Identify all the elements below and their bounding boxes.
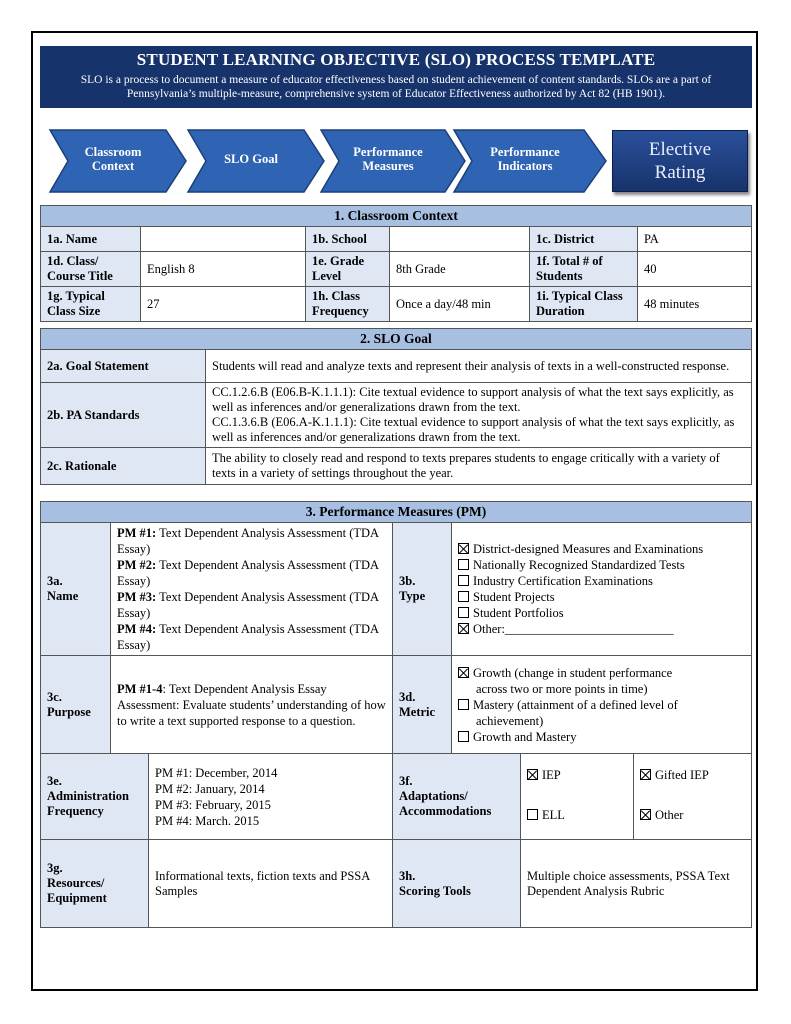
scoring-tools-label: 3h. Scoring Tools	[393, 840, 521, 928]
class-duration-label: 1i. Typical Class Duration	[530, 287, 638, 322]
step-performance-measures	[319, 128, 467, 194]
checkbox-icon[interactable]	[458, 575, 469, 586]
purpose-label: 3c. Purpose	[41, 656, 111, 754]
rating-label: Elective	[648, 139, 712, 160]
rationale-label: 2c. Rationale	[41, 448, 206, 485]
checkbox-checked-icon[interactable]	[458, 543, 469, 554]
adaptation-option: Gifted IEP	[640, 768, 745, 808]
standard-item: CC.1.2.6.B (E06.B-K.1.1.1): Cite textual evidence to support analysis of what the text says explicitly, as well as inferences and/or generalizations drawn from the text.	[212, 385, 734, 414]
slo-goal-table	[40, 328, 752, 485]
pm-item: PM #1: Text Dependent Analysis Assessment (TDA Essay)	[117, 526, 379, 556]
checkbox-checked-icon[interactable]	[640, 809, 651, 820]
checkbox-icon[interactable]	[527, 809, 538, 820]
step-performance-indicators	[452, 128, 608, 194]
name-label: 1a. Name	[41, 227, 141, 252]
step-label: Classroom	[84, 145, 142, 159]
page-title: STUDENT LEARNING OBJECTIVE (SLO) PROCESS TEMPLATE	[136, 50, 656, 69]
pm-item: PM #2: Text Dependent Analysis Assessment (TDA Essay)	[117, 558, 379, 588]
name-value	[141, 227, 306, 252]
resources-label: 3g. Resources/ Equipment	[41, 840, 149, 928]
step-label: SLO Goal	[224, 152, 278, 166]
rating-label: Rating	[654, 162, 706, 183]
class-size-label: 1g. Typical Class Size	[41, 287, 141, 322]
checkbox-checked-icon[interactable]	[640, 769, 651, 780]
checkbox-icon[interactable]	[458, 731, 469, 742]
school-value	[390, 227, 530, 252]
type-options	[452, 523, 752, 656]
metric-option: Mastery (attainment of a defined level of achievement)	[458, 697, 745, 729]
checkbox-checked-icon[interactable]	[458, 623, 469, 634]
section-header: 2. SLO Goal	[41, 329, 752, 350]
measure-names	[111, 523, 393, 656]
standard-item: CC.1.3.6.B (E06.A-K.1.1.1): Cite textual evidence to support analysis of what the text says explicitly, as well as inferences and/or generalizations drawn from the text.	[212, 415, 735, 444]
type-option: Student Portfolios	[458, 605, 745, 621]
adaptation-options-right	[634, 754, 752, 840]
class-size-value: 27	[141, 287, 306, 322]
administration-frequency-label: 3e. Administration Frequency	[41, 754, 149, 840]
class-frequency-value: Once a day/48 min	[390, 287, 530, 322]
class-frequency-label: 1h. Class Frequency	[306, 287, 390, 322]
checkbox-checked-icon[interactable]	[458, 667, 469, 678]
class-label: 1d. Class/ Course Title	[41, 252, 141, 287]
checkbox-icon[interactable]	[458, 607, 469, 618]
title-banner	[40, 46, 752, 108]
metric-options	[452, 656, 752, 754]
grade-label: 1e. Grade Level	[306, 252, 390, 287]
district-label: 1c. District	[530, 227, 638, 252]
adaptation-option: ELL	[527, 808, 627, 823]
district-value: PA	[638, 227, 752, 252]
administration-dates: PM #1: December, 2014 PM #2: January, 2014 PM #3: February, 2015 PM #4: March. 2015	[149, 754, 393, 840]
step-label: Measures	[362, 159, 414, 173]
step-slo-goal	[186, 128, 326, 194]
total-students-value: 40	[638, 252, 752, 287]
school-label: 1b. School	[306, 227, 390, 252]
pa-standards-value	[206, 383, 752, 448]
step-label: Performance	[490, 145, 560, 159]
page-subtitle: SLO is a process to document a measure of educator effectiveness based on student achievement of content standards. SLOs are a part of Pennsylvania’s multiple-measure, comprehensive system of Educator Effectiveness authorized by Act 82 (HB 1901).	[80, 74, 712, 100]
checkbox-icon[interactable]	[458, 591, 469, 602]
pm-item: PM #3: Text Dependent Analysis Assessment (TDA Essay)	[117, 590, 379, 620]
performance-measures-table	[40, 501, 752, 928]
type-label: 3b. Type	[393, 523, 452, 656]
elective-rating-box	[612, 130, 748, 192]
grade-value: 8th Grade	[390, 252, 530, 287]
total-students-label: 1f. Total # of Students	[530, 252, 638, 287]
metric-option: Growth (change in student performance across two or more points in time)	[458, 665, 745, 697]
step-label: Context	[91, 159, 135, 173]
pa-standards-label: 2b. PA Standards	[41, 383, 206, 448]
scoring-tools-value: Multiple choice assessments, PSSA Text Dependent Analysis Rubric	[521, 840, 752, 928]
adaptation-option: Other	[640, 808, 745, 823]
goal-statement-label: 2a. Goal Statement	[41, 350, 206, 383]
checkbox-icon[interactable]	[458, 699, 469, 710]
pm-item: PM #4: Text Dependent Analysis Assessment (TDA Essay)	[117, 622, 379, 652]
section-header: 1. Classroom Context	[41, 206, 752, 227]
section-header: 3. Performance Measures (PM)	[41, 502, 752, 523]
type-option: District-designed Measures and Examinations	[458, 541, 745, 557]
type-option: Other:___________________________	[458, 621, 745, 637]
goal-statement-value: Students will read and analyze texts and represent their analysis of texts in a well-constructed response.	[206, 350, 752, 383]
adaptations-label: 3f. Adaptations/ Accommodations	[393, 754, 521, 840]
type-option: Student Projects	[458, 589, 745, 605]
metric-option: Growth and Mastery	[458, 729, 745, 745]
step-classroom-context	[48, 128, 188, 194]
rationale-value: The ability to closely read and respond to texts prepares students to engage critically with a variety of texts in a variety of settings throughout the year.	[206, 448, 752, 485]
type-option: Nationally Recognized Standardized Tests	[458, 557, 745, 573]
class-duration-value: 48 minutes	[638, 287, 752, 322]
purpose-value: PM #1-4: Text Dependent Analysis Essay Assessment: Evaluate students’ understanding of how to write a text supported response to a question.	[111, 656, 393, 754]
resources-value: Informational texts, fiction texts and PSSA Samples	[149, 840, 393, 928]
step-label: Indicators	[497, 159, 553, 173]
step-label: Performance	[353, 145, 423, 159]
type-option: Industry Certification Examinations	[458, 573, 745, 589]
adaptation-options-left	[521, 754, 634, 840]
checkbox-checked-icon[interactable]	[527, 769, 538, 780]
classroom-context-table	[40, 205, 752, 322]
name-label: 3a. Name	[41, 523, 111, 656]
checkbox-icon[interactable]	[458, 559, 469, 570]
class-value: English 8	[141, 252, 306, 287]
adaptation-option: IEP	[527, 768, 627, 808]
metric-label: 3d. Metric	[393, 656, 452, 754]
